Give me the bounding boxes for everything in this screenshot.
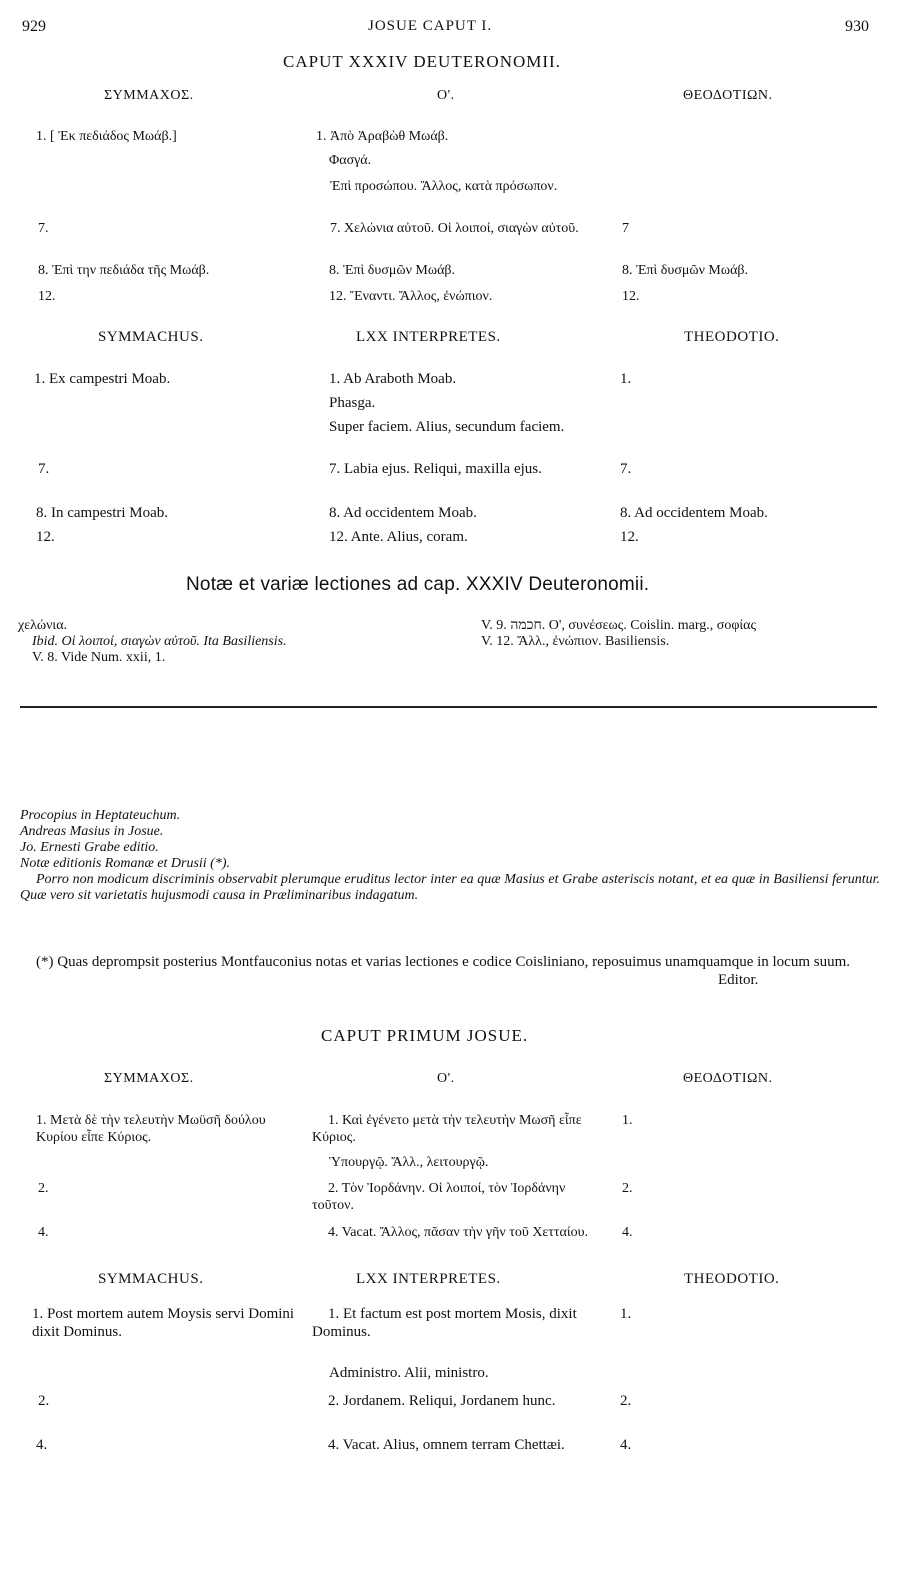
josue-greek-r2-lxx: Ὑπουργῷ. Ἄλλ., λειτουργῷ. (329, 1155, 489, 1170)
deut-latin-header-lxx: LXX INTERPRETES. (356, 329, 501, 345)
deut-greek-header-theodotion: ΘΕΟΔΟΤΙΩΝ. (683, 88, 773, 103)
josue-latin-r4-lxx: 4. Vacat. Alius, omnem terram Chettæi. (328, 1437, 565, 1453)
josue-greek-header-theodotion: ΘΕΟΔΟΤΙΩΝ. (683, 1071, 773, 1086)
josue-latin-r3-lxx: 2. Jordanem. Reliqui, Jordanem hunc. (328, 1393, 556, 1409)
josue-greek-header-symmachus: ΣΥΜΜΑΧΟΣ. (104, 1071, 194, 1086)
deut-latin-r4-theo: 7. (620, 461, 632, 477)
deut-latin-r4-sym: 7. (38, 461, 50, 477)
deut-latin-r3-lxx: Super faciem. Alius, secundum faciem. (329, 419, 565, 435)
josue-latin-r3-sym: 2. (38, 1393, 50, 1409)
deut-latin-r5-lxx: 8. Ad occidentem Moab. (329, 505, 477, 521)
running-head: JOSUE CAPUT I. (368, 18, 493, 34)
deut-greek-header-symmachus: ΣΥΜΜΑΧΟΣ. (104, 88, 194, 103)
deut-note-left-1: χελώνια. (18, 618, 68, 633)
deut-greek-r1-lxx: 1. Ἀπὸ Ἀραβὼθ Μωάβ. (316, 129, 449, 144)
deut-title: CAPUT XXXIV DEUTERONOMII. (283, 52, 561, 71)
josue-latin-r4-theo: 4. (620, 1437, 632, 1453)
deut-greek-r6-theo: 12. (622, 289, 640, 304)
deut-latin-r5-theo: 8. Ad occidentem Moab. (620, 505, 768, 521)
sources-list (20, 808, 880, 904)
source-masius: Andreas Masius in Josue. (20, 824, 164, 839)
deut-greek-r4-lxx: 7. Χελώνια αὐτοῦ. Οἱ λοιποί, σιαγὼν αὐτοῦ. (330, 221, 579, 236)
deut-latin-header-theodotio: THEODOTIO. (684, 329, 780, 345)
deut-notes-title: Notæ et variæ lectiones ad cap. XXXIV Deuteronomii. (186, 574, 650, 595)
deut-greek-r5-theo: 8. Ἐπὶ δυσμῶν Μωάβ. (622, 263, 749, 278)
josue-greek-header-lxx: Ο'. (437, 1071, 455, 1086)
deut-greek-r4-sym: 7. (38, 221, 49, 236)
josue-greek-r4-theo: 4. (622, 1225, 633, 1240)
josue-latin-r1-sym: 1. Post mortem autem Moysis servi Domini dixit Dominus. (32, 1306, 295, 1340)
josue-greek-r4-sym: 4. (38, 1225, 49, 1240)
deut-latin-r4-lxx: 7. Labia ejus. Reliqui, maxilla ejus. (329, 461, 542, 477)
deut-greek-r3-lxx: Ἐπὶ προσώπου. Ἄλλος, κατὰ πρόσωπον. (330, 179, 558, 194)
josue-greek-r3-theo: 2. (622, 1181, 633, 1196)
deut-latin-r5-sym: 8. In campestri Moab. (36, 505, 169, 521)
josue-latin-r4-sym: 4. (36, 1437, 48, 1453)
deut-greek-r6-lxx: 12. Ἔναντι. Ἄλλος, ἐνώπιον. (329, 289, 493, 304)
deut-latin-r6-sym: 12. (36, 529, 55, 545)
deut-latin-r1-sym: 1. Ex campestri Moab. (34, 371, 171, 387)
deut-greek-r4-theo: 7 (622, 221, 629, 236)
deut-note-left-2: Ibid. Οἱ λοιποί, σιαγὼν αὐτοῦ. Ita Basiliensis. (32, 634, 287, 649)
deut-note-left-3: V. 8. Vide Num. xxii, 1. (32, 650, 166, 665)
josue-latin-r1-theo: 1. (620, 1306, 632, 1322)
deut-latin-header-symmachus: SYMMACHUS. (98, 329, 204, 345)
deut-greek-r5-sym: 8. Ἐπὶ την πεδιάδα τῆς Μωάβ. (38, 263, 210, 278)
editor-footnote: (*) Quas deprompsit posterius Montfauconius notas et varias lectiones e codice Coisliniano, reposuimus unamquamque in locum suum. (36, 954, 851, 970)
josue-greek-r3-sym: 2. (38, 1181, 49, 1196)
deut-latin-r2-lxx: Phasga. (329, 395, 376, 411)
deut-latin-r1-theo: 1. (620, 371, 632, 387)
josue-latin-r3-theo: 2. (620, 1393, 632, 1409)
josue-greek-r1-sym: 1. Μετὰ δὲ τὴν τελευτὴν Μωϋσῆ δούλου Κυρίου εἶπε Κύριος. (36, 1113, 266, 1145)
josue-latin-header-theodotio: THEODOTIO. (684, 1271, 780, 1287)
source-grabe: Jo. Ernesti Grabe editio. (20, 840, 159, 855)
josue-greek-r1-theo: 1. (622, 1113, 633, 1128)
right-page-number: 930 (845, 18, 869, 35)
josue-latin-r2-lxx: Administro. Alii, ministro. (329, 1365, 489, 1381)
deut-notes-right (481, 618, 881, 650)
josue-latin-header-symmachus: SYMMACHUS. (98, 1271, 204, 1287)
deut-latin-r6-theo: 12. (620, 529, 639, 545)
deut-greek-r2-lxx: Φασγά. (329, 153, 372, 168)
deut-greek-r1-sym: 1. [ Ἐκ πεδιάδος Μωάβ.] (36, 129, 177, 144)
deut-latin-r6-lxx: 12. Ante. Alius, coram. (329, 529, 468, 545)
deut-greek-r6-sym: 12. (38, 289, 56, 304)
source-romanae: Notæ editionis Romanæ et Drusii (*). (20, 856, 230, 871)
source-procopius: Procopius in Heptateuchum. (20, 808, 181, 823)
josue-latin-header-lxx: LXX INTERPRETES. (356, 1271, 501, 1287)
josue-title: CAPUT PRIMUM JOSUE. (321, 1026, 529, 1045)
intro-paragraph: Porro non modicum discriminis observabit plerumque eruditus lector inter ea quæ Masius et Grabe asteriscis notant, et ea quæ in Basiliensi feruntur. Quæ vero sit varietatis hujusmodi causa in Præliminaribus indagatum. (20, 872, 880, 903)
deut-notes-left (18, 618, 458, 666)
deut-latin-r1-lxx: 1. Ab Araboth Moab. (329, 371, 457, 387)
section-divider (20, 706, 877, 708)
deut-greek-r5-lxx: 8. Ἐπὶ δυσμῶν Μωάβ. (329, 263, 456, 278)
deut-greek-header-lxx: Ο'. (437, 88, 455, 103)
josue-greek-r4-lxx: 4. Vacat. Ἄλλος, πᾶσαν τὴν γῆν τοῦ Χετταίου. (328, 1225, 589, 1240)
josue-greek-r1-lxx: 1. Καὶ ἐγένετο μετὰ τὴν τελευτὴν Μωσῆ εἶπε Κύριος. (312, 1113, 582, 1145)
deut-note-right-1: V. 9. חכמה. Ο', συνέσεως. Coislin. marg., σοφίας (481, 618, 757, 633)
deut-note-right-2: V. 12. Ἄλλ., ἐνώπιον. Basiliensis. (481, 634, 670, 649)
editor-sign: Editor. (718, 972, 759, 988)
josue-greek-r3-lxx: 2. Τὸν Ἰορδάνην. Οἱ λοιποί, τὸν Ἰορδάνην τοῦτον. (312, 1181, 566, 1213)
left-page-number: 929 (22, 18, 46, 35)
josue-latin-r1-lxx: 1. Et factum est post mortem Mosis, dixit Dominus. (312, 1306, 577, 1340)
